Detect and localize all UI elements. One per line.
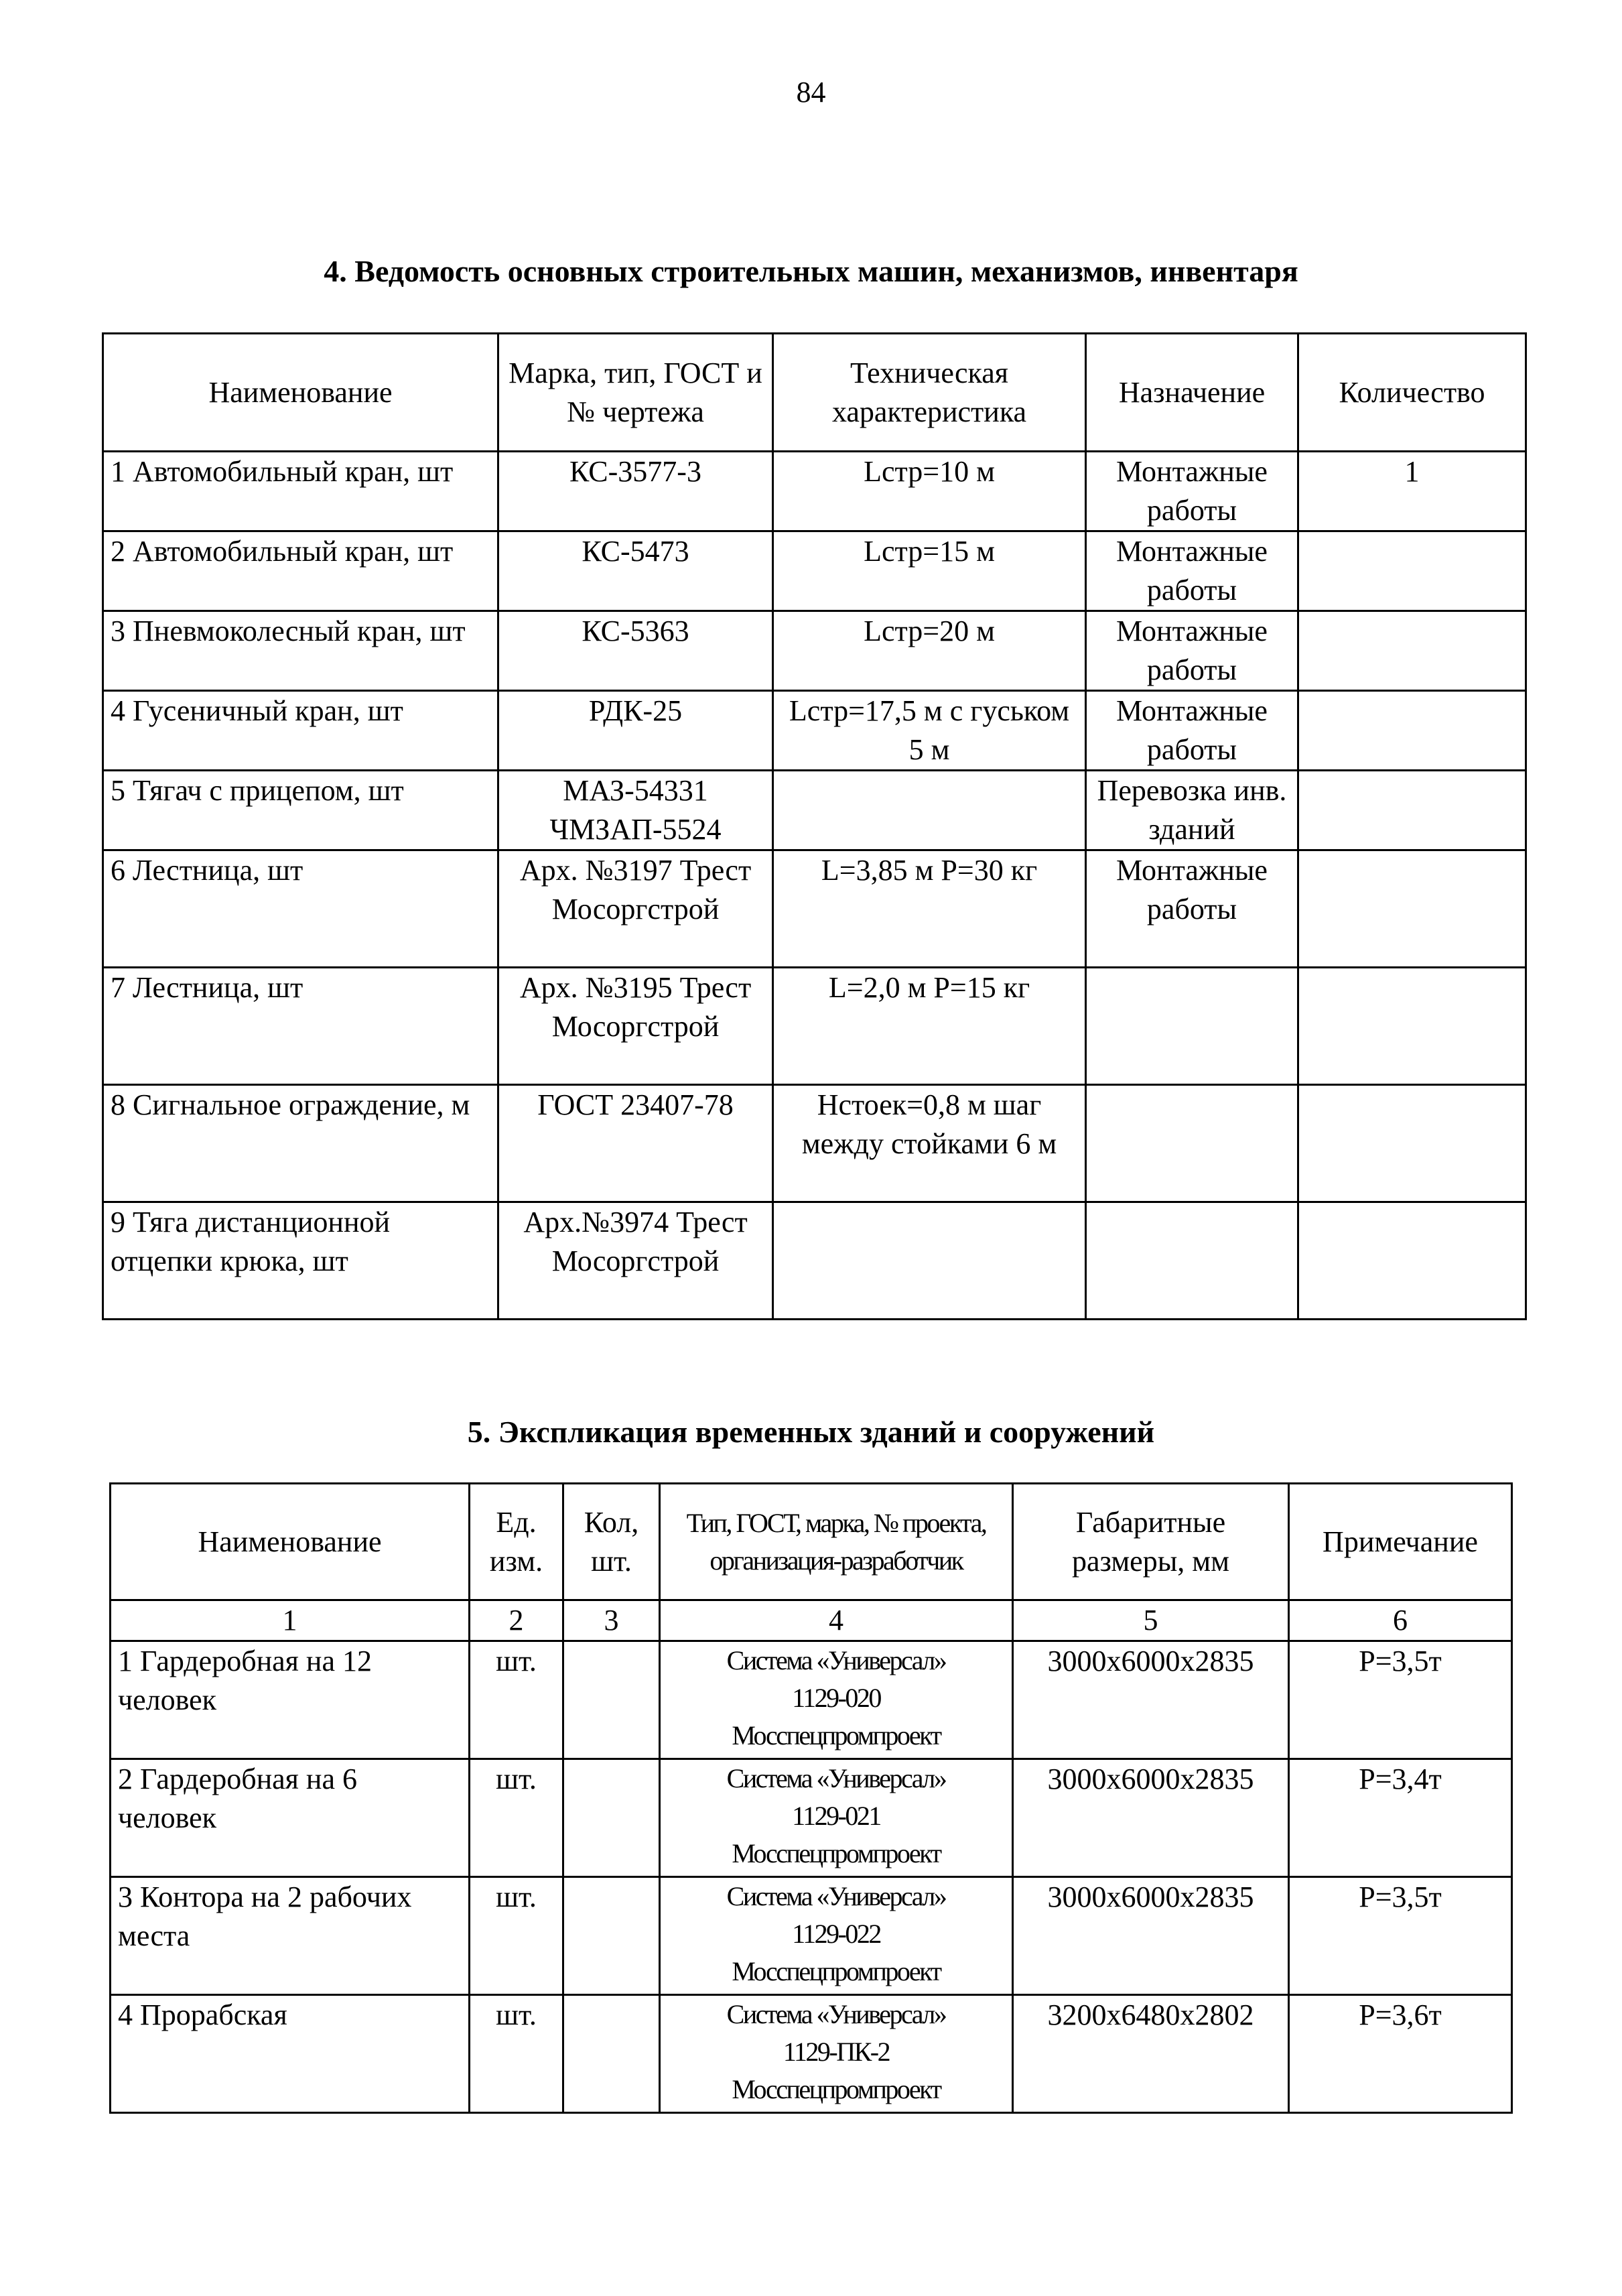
cell-purpose: Монтажные работы: [1086, 531, 1298, 611]
type-developer: Мосспецпромпроект: [732, 1956, 941, 1986]
header-size: Габаритные размеры, мм: [1013, 1484, 1289, 1600]
cell-quantity: [1298, 1202, 1526, 1320]
type-code: 1129-021: [792, 1801, 880, 1831]
type-system: Система «Универсал»: [726, 1645, 946, 1675]
table-row: [111, 1759, 1512, 1877]
column-number: 4: [660, 1600, 1013, 1641]
section-5-title: 5. Экспликация временных зданий и сооружений: [467, 1415, 1155, 1449]
column-numbers-row: [111, 1600, 1512, 1641]
type-developer: Мосспецпромпроект: [732, 1720, 941, 1750]
table-row: [103, 850, 1526, 968]
cell-unit: шт.: [470, 1877, 563, 1995]
cell-note: Р=3,5т: [1289, 1877, 1512, 1995]
cell-mark: Арх.№3974 Трест Мосоргстрой: [498, 1202, 773, 1320]
cell-name: 8 Сигнальное ограждение, м: [103, 1085, 498, 1202]
table-row: [103, 452, 1526, 531]
cell-name: 2 Гардеробная на 6 человек: [111, 1759, 470, 1877]
column-number: 1: [111, 1600, 470, 1641]
cell-quantity: [563, 1641, 660, 1759]
cell-unit: шт.: [470, 1995, 563, 2113]
cell-name: 1 Гардеробная на 12 человек: [111, 1641, 470, 1759]
header-spec: Техническая характеристика: [773, 334, 1086, 452]
cell-name: 5 Тягач с прицепом, шт: [103, 771, 498, 850]
table-row: [103, 611, 1526, 691]
temporary-buildings-table: [109, 1482, 1513, 2114]
cell-spec: L=2,0 м Р=15 кг: [773, 968, 1086, 1085]
cell-size: 3200х6480х2802: [1013, 1995, 1289, 2113]
type-system: Система «Универсал»: [726, 1881, 946, 1911]
cell-size: 3000х6000х2835: [1013, 1877, 1289, 1995]
cell-name: 3 Пневмоколесный кран, шт: [103, 611, 498, 691]
cell-mark: КС-5363: [498, 611, 773, 691]
cell-spec: Lстр=15 м: [773, 531, 1086, 611]
table-row: [111, 1641, 1512, 1759]
cell-mark: КС-3577-3: [498, 452, 773, 531]
cell-mark: Арх. №3195 Трест Мосоргстрой: [498, 968, 773, 1085]
type-system: Система «Универсал»: [726, 1999, 946, 2029]
cell-quantity: [1298, 531, 1526, 611]
cell-quantity: [1298, 691, 1526, 771]
header-name: Наименование: [111, 1484, 470, 1600]
cell-quantity: [1298, 611, 1526, 691]
cell-spec: L=3,85 м Р=30 кг: [773, 850, 1086, 968]
cell-mark: МАЗ-54331 ЧМЗАП-5524: [498, 771, 773, 850]
cell-quantity: [563, 1759, 660, 1877]
cell-spec: Lстр=20 м: [773, 611, 1086, 691]
cell-name: 2 Автомобильный кран, шт: [103, 531, 498, 611]
cell-purpose: [1086, 1202, 1298, 1320]
cell-note: Р=3,6т: [1289, 1995, 1512, 2113]
cell-quantity: [1298, 968, 1526, 1085]
header-name: Наименование: [103, 334, 498, 452]
cell-note: Р=3,5т: [1289, 1641, 1512, 1759]
table-header-row: [103, 334, 1526, 452]
header-unit: Ед. изм.: [470, 1484, 563, 1600]
cell-purpose: Монтажные работы: [1086, 691, 1298, 771]
header-quantity: Кол, шт.: [563, 1484, 660, 1600]
column-number: 6: [1289, 1600, 1512, 1641]
cell-mark: ГОСТ 23407-78: [498, 1085, 773, 1202]
type-code: 1129-020: [792, 1683, 880, 1713]
cell-spec: Lстр=10 м: [773, 452, 1086, 531]
cell-purpose: [1086, 1085, 1298, 1202]
header-type: Тип, ГОСТ, марка, № проекта, организация-разработчик: [660, 1484, 1013, 1600]
cell-name: 1 Автомобильный кран, шт: [103, 452, 498, 531]
cell-note: Р=3,4т: [1289, 1759, 1512, 1877]
cell-name: 4 Гусеничный кран, шт: [103, 691, 498, 771]
cell-purpose: Перевозка инв. зданий: [1086, 771, 1298, 850]
cell-purpose: [1086, 968, 1298, 1085]
table-row: [103, 771, 1526, 850]
cell-type: [660, 1877, 1013, 1995]
cell-spec: Нстоек=0,8 м шаг между стойками 6 м: [773, 1085, 1086, 1202]
cell-type: [660, 1641, 1013, 1759]
cell-spec: [773, 771, 1086, 850]
type-system: Система «Универсал»: [726, 1763, 946, 1793]
cell-mark: Арх. №3197 Трест Мосоргстрой: [498, 850, 773, 968]
cell-spec: Lстр=17,5 м с гуськом 5 м: [773, 691, 1086, 771]
cell-quantity: [1298, 771, 1526, 850]
cell-mark: КС-5473: [498, 531, 773, 611]
header-note: Примечание: [1289, 1484, 1512, 1600]
header-mark: Марка, тип, ГОСТ и № чертежа: [498, 334, 773, 452]
cell-type: [660, 1995, 1013, 2113]
cell-name: 7 Лестница, шт: [103, 968, 498, 1085]
cell-size: 3000х6000х2835: [1013, 1759, 1289, 1877]
type-code: 1129-022: [792, 1919, 880, 1949]
table-row: [103, 1085, 1526, 1202]
table-row: [103, 1202, 1526, 1320]
cell-quantity: [563, 1995, 660, 2113]
type-developer: Мосспецпромпроект: [732, 1838, 941, 1868]
cell-quantity: 1: [1298, 452, 1526, 531]
cell-purpose: Монтажные работы: [1086, 611, 1298, 691]
cell-name: 9 Тяга дистанционной отцепки крюка, шт: [103, 1202, 498, 1320]
cell-type: [660, 1759, 1013, 1877]
header-quantity: Количество: [1298, 334, 1526, 452]
cell-quantity: [1298, 850, 1526, 968]
section-4-title: 4. Ведомость основных строительных машин, механизмов, инвентаря: [324, 254, 1298, 288]
table-row: [103, 968, 1526, 1085]
table-row: [103, 691, 1526, 771]
table-row: [103, 531, 1526, 611]
cell-purpose: Монтажные работы: [1086, 452, 1298, 531]
machines-table: [102, 332, 1527, 1320]
cell-size: 3000х6000х2835: [1013, 1641, 1289, 1759]
cell-unit: шт.: [470, 1759, 563, 1877]
cell-unit: шт.: [470, 1641, 563, 1759]
cell-mark: РДК-25: [498, 691, 773, 771]
cell-quantity: [563, 1877, 660, 1995]
page-number: 84: [796, 76, 826, 109]
column-number: 5: [1013, 1600, 1289, 1641]
column-number: 2: [470, 1600, 563, 1641]
table-row: [111, 1877, 1512, 1995]
column-number: 3: [563, 1600, 660, 1641]
cell-spec: [773, 1202, 1086, 1320]
type-developer: Мосспецпромпроект: [732, 2074, 941, 2104]
cell-name: 6 Лестница, шт: [103, 850, 498, 968]
header-purpose: Назначение: [1086, 334, 1298, 452]
type-code: 1129-ПК-2: [783, 2037, 890, 2067]
cell-purpose: Монтажные работы: [1086, 850, 1298, 968]
table-header-row: [111, 1484, 1512, 1600]
cell-name: 4 Прорабская: [111, 1995, 470, 2113]
cell-quantity: [1298, 1085, 1526, 1202]
cell-name: 3 Контора на 2 рабочих места: [111, 1877, 470, 1995]
table-row: [111, 1995, 1512, 2113]
